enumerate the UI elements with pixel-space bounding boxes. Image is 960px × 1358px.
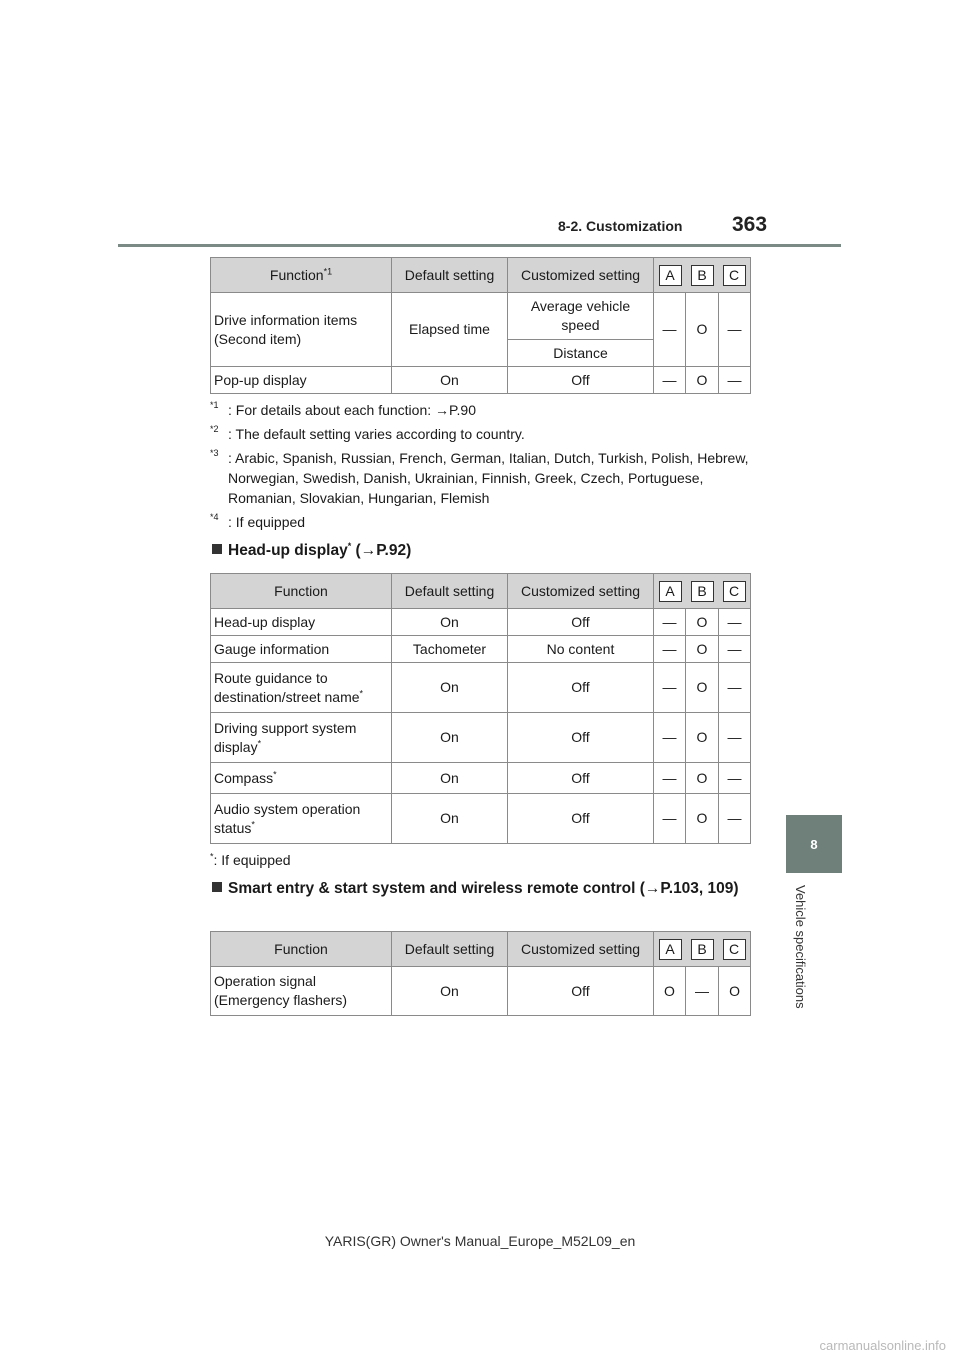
table-header: Function Default setting Customized setting A B C xyxy=(211,932,751,967)
section-heading-hud: Head-up display* (→P.92) xyxy=(212,540,411,562)
section-heading-smart-entry: Smart entry & start system and wireless remote control (→P.103, 109) xyxy=(212,878,752,900)
chapter-number: 8 xyxy=(810,836,818,852)
table-row: Pop-up display On Off — O — xyxy=(211,367,751,394)
box-b: B xyxy=(691,265,714,286)
page-number: 363 xyxy=(732,213,768,236)
box-a: A xyxy=(659,265,682,286)
table-row: Driving support system display* On Off — O — xyxy=(211,713,751,763)
header-rule xyxy=(118,244,841,247)
table-row: Drive information items (Second item) Elapsed time Average vehicle speed — O — xyxy=(211,293,751,340)
table-row: Audio system operation status* On Off — O — xyxy=(211,794,751,844)
table-row: Operation signal (Emergency flashers) On Off O — O xyxy=(211,967,751,1016)
col-default: Default setting xyxy=(392,258,508,293)
table-row: Gauge information Tachometer No content — O — xyxy=(211,636,751,663)
square-bullet-icon xyxy=(212,544,222,554)
table-header xyxy=(211,258,751,293)
table-row: Route guidance to destination/street name* On Off — O — xyxy=(211,663,751,713)
customization-table-smart-entry xyxy=(210,931,751,1016)
chapter-tab[interactable] xyxy=(786,815,842,873)
footnote: *1 : For details about each function: →P.90 xyxy=(210,400,477,418)
col-abc xyxy=(654,258,751,293)
table-footnote: *: If equipped xyxy=(210,851,291,868)
table-row: Distance xyxy=(211,340,751,367)
watermark: carmanualsonline.info xyxy=(819,1338,946,1353)
customization-table-hud xyxy=(210,573,751,844)
box-c: C xyxy=(723,265,746,286)
square-bullet-icon xyxy=(212,882,222,892)
table-header: Function Default setting Customized setting A B C xyxy=(211,574,751,609)
table-row: Compass* On Off — O — xyxy=(211,763,751,794)
footer-manual-id: YARIS(GR) Owner's Manual_Europe_M52L09_en xyxy=(324,1233,636,1249)
footnote: *2 : The default setting varies according to country. xyxy=(210,424,525,442)
page-reference-link[interactable]: (→P.92) xyxy=(351,542,412,559)
table-row: Head-up display On Off — O — xyxy=(211,609,751,636)
footnotes xyxy=(210,400,755,536)
footnote: *3 : Arabic, Spanish, Russian, French, German, Italian, Dutch, Turkish, Polish, Hebrew, Norwegian, Swedish, Danish, Ukrainian, Finnish, Greek, Czech, Portuguese, Romanian, Slovakian, Hungarian, Flemish xyxy=(210,448,749,506)
customization-table-1 xyxy=(210,257,751,394)
section-title: 8-2. Customization xyxy=(558,218,683,234)
footnote: *4 : If equipped xyxy=(210,512,306,530)
col-function: Function$^{*1}$ xyxy=(211,258,392,293)
chapter-label: Vehicle specifications xyxy=(793,885,808,1009)
col-customized: Customized setting xyxy=(508,258,654,293)
